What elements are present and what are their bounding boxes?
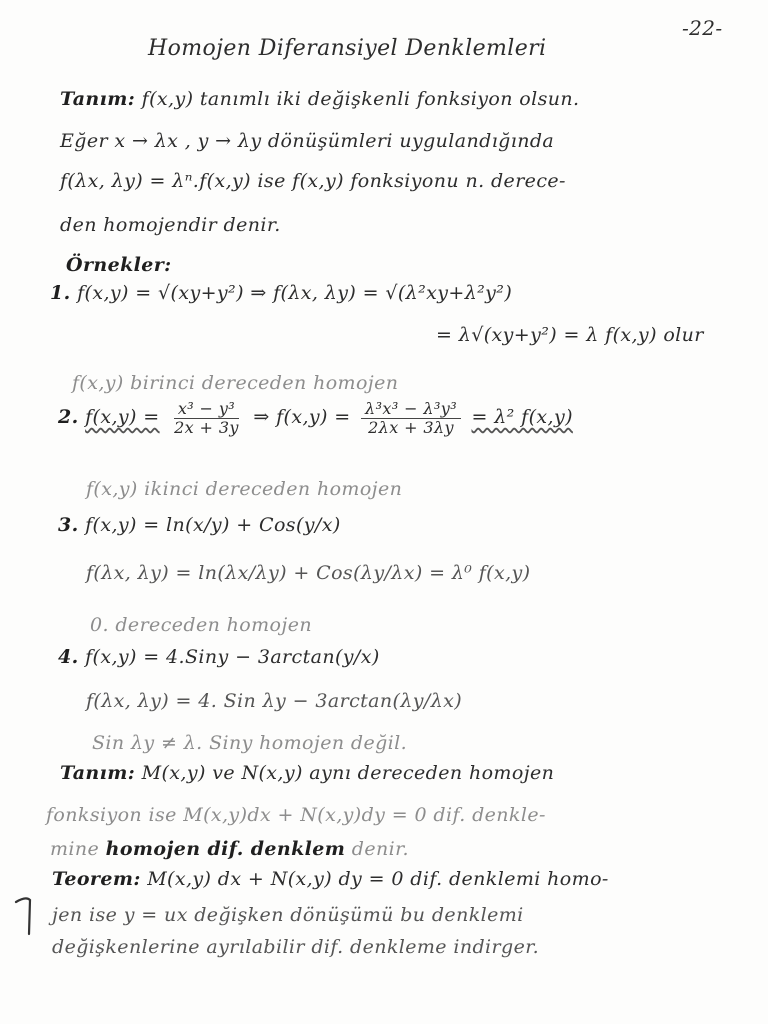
example2-fraction1 — [170, 400, 243, 436]
example2-denominator1: 2x + 3y — [174, 417, 239, 437]
definition1-text1: f(x,y) tanımlı iki değişkenli fonksiyon olsun. — [141, 88, 580, 110]
example2-line — [58, 400, 573, 436]
theorem-line2: jen ise y = ux değişken dönüşümü bu denklemi — [52, 904, 524, 926]
theorem-line3: değişkenlerine ayrılabilir dif. denkleme indirger. — [52, 936, 540, 958]
theorem-line1 — [52, 868, 609, 890]
definition2-line3-pre: mine — [50, 838, 100, 860]
examples-header: Örnekler: — [66, 254, 172, 276]
example2-fraction2 — [361, 400, 461, 436]
example4-number: 4. — [58, 646, 79, 668]
definition2-text1: M(x,y) ve N(x,y) aynı dereceden homojen — [141, 762, 555, 784]
definition2-line3 — [50, 838, 409, 860]
page-title: Homojen Diferansiyel Denklemleri — [148, 36, 547, 61]
definition2-term: homojen dif. denklem — [105, 838, 346, 860]
example4-line2: f(λx, λy) = 4. Sin λy − 3arctan(λy/λx) — [86, 690, 463, 712]
theorem-label: Teorem: — [52, 868, 141, 890]
example4-note: Sin λy ≠ λ. Siny homojen değil. — [92, 732, 408, 754]
example3-formula: f(x,y) = ln(x/y) + Cos(y/x) — [85, 514, 341, 536]
definition1-line2: Eğer x → λx , y → λy dönüşümleri uygulandığında — [60, 130, 555, 152]
example3-note: 0. dereceden homojen — [90, 614, 312, 636]
example2-lhs: f(x,y) = — [85, 406, 160, 429]
definition2-label: Tanım: — [60, 762, 136, 784]
example3-line1 — [58, 514, 341, 536]
definition1-line1 — [60, 88, 579, 110]
margin-hook-mark — [14, 896, 36, 936]
definition2-line1 — [60, 762, 554, 784]
example4-formula: f(x,y) = 4.Siny − 3arctan(y/x) — [85, 646, 380, 668]
example1-note: f(x,y) birinci dereceden homojen — [72, 372, 399, 394]
theorem-text1: M(x,y) dx + N(x,y) dy = 0 dif. denklemi homo- — [147, 868, 609, 890]
example2-numerator1: x³ − y³ — [174, 400, 239, 419]
example3-line2: f(λx, λy) = ln(λx/λy) + Cos(λy/λx) = λ⁰ f(x,y) — [86, 562, 531, 584]
example4-line1 — [58, 646, 380, 668]
page-number: -22- — [682, 16, 723, 40]
example2-note: f(x,y) ikinci dereceden homojen — [86, 478, 403, 500]
example1-line2: = λ√(xy+y²) = λ f(x,y) olur — [436, 324, 704, 346]
example1-number: 1. — [50, 282, 71, 304]
definition1-line3: f(λx, λy) = λⁿ.f(x,y) ise f(x,y) fonksiyonu n. derece- — [60, 170, 566, 192]
example3-number: 3. — [58, 514, 79, 536]
example1-line1 — [50, 282, 512, 304]
definition1-line4: den homojendir denir. — [60, 214, 281, 236]
definition1-label: Tanım: — [60, 88, 136, 110]
example2-mid: ⇒ f(x,y) = — [253, 406, 351, 429]
definition2-line2: fonksiyon ise M(x,y)dx + N(x,y)dy = 0 dif. denkle- — [46, 804, 546, 826]
example2-numerator2: λ³x³ − λ³y³ — [361, 400, 461, 419]
example2-denominator2: 2λx + 3λy — [368, 417, 454, 437]
example2-rhs: = λ² f(x,y) — [471, 406, 573, 429]
definition2-line3-post: denir. — [351, 838, 409, 860]
example2-number: 2. — [58, 406, 79, 429]
example1-formula: f(x,y) = √(xy+y²) ⇒ f(λx, λy) = √(λ²xy+λ²y²) — [77, 282, 513, 304]
